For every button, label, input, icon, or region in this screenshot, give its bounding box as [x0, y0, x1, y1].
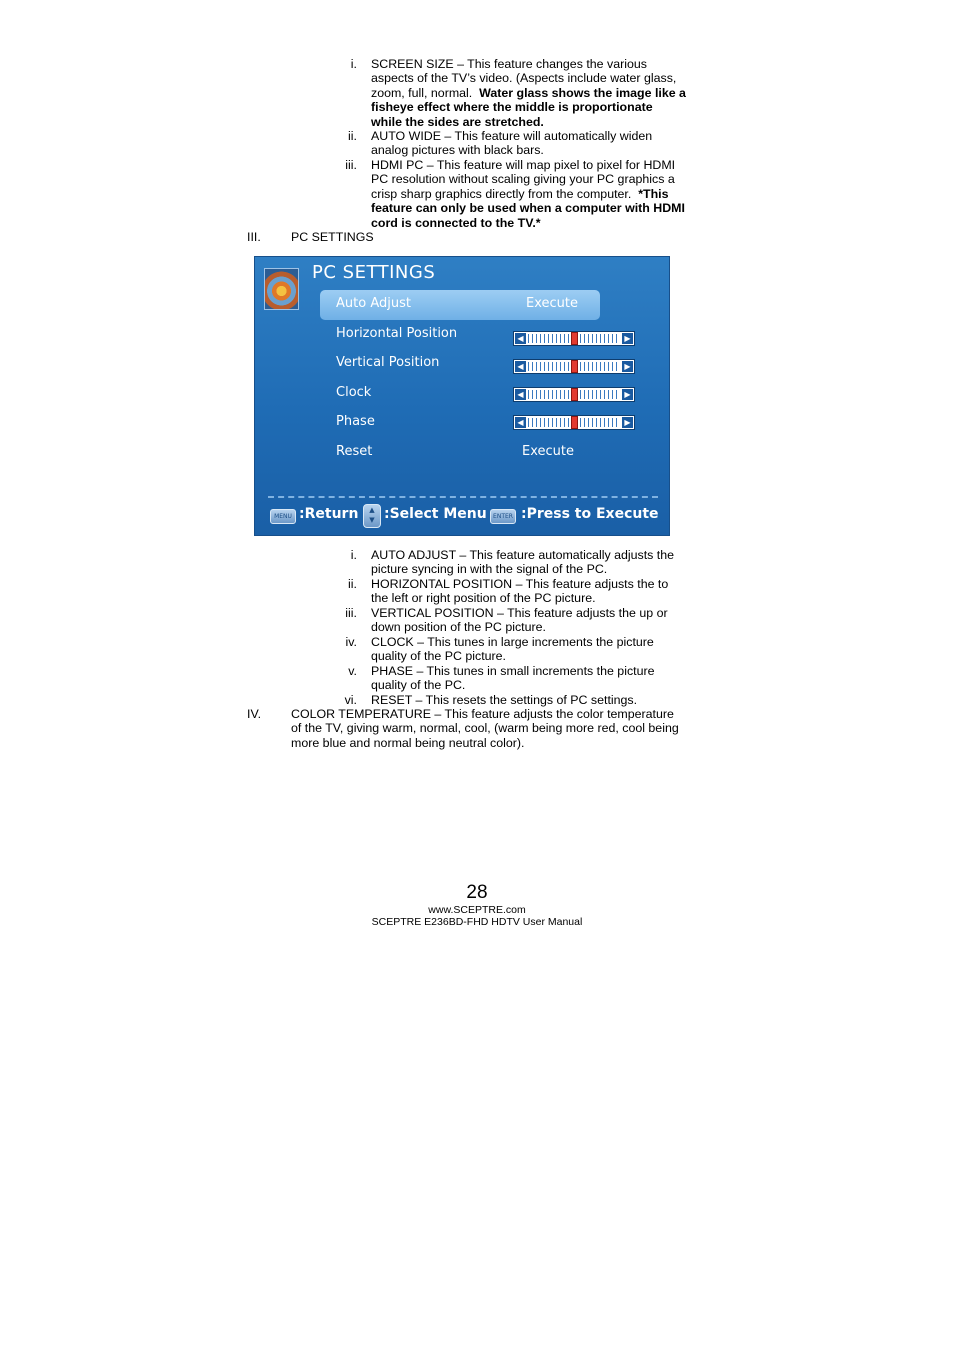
- pc-settings-osd-screenshot: [254, 256, 670, 536]
- list-item: v. PHASE – This tunes in small increments the picture quality of the PC.: [348, 664, 655, 693]
- osd-row-phase[interactable]: Phase: [336, 414, 375, 429]
- list-item: [0, 129, 954, 158]
- slider-knob[interactable]: [571, 388, 578, 401]
- horizontal-position-slider[interactable]: [513, 331, 635, 346]
- pc-settings-list: [0, 548, 954, 708]
- page-number: 28: [466, 882, 488, 903]
- osd-row-reset[interactable]: Reset Execute: [336, 444, 574, 459]
- list-item: ii. HORIZONTAL POSITION – This feature adjusts the to the left or right position of the PC picture.: [348, 577, 669, 606]
- osd-row-auto-adjust[interactable]: Auto Adjust Execute: [320, 290, 600, 320]
- up-down-key-icon: ▲ ▼: [363, 504, 381, 528]
- section-text: COLOR TEMPERATURE – This feature adjusts the color temperature of the TV, giving warm, normal, cool, (warm being more red, cool being more blue and normal being neutral color).: [291, 707, 679, 750]
- list-item: vi. RESET – This resets the settings of PC settings.: [344, 693, 638, 707]
- manual-title: SCEPTRE E236BD-FHD HDTV User Manual: [371, 916, 583, 928]
- website-url: www.SCEPTRE.com: [428, 904, 526, 916]
- section-title: PC SETTINGS: [291, 230, 374, 244]
- select-menu-hint: :Select Menu: [384, 506, 487, 522]
- right-arrow-icon: ▶: [622, 333, 633, 344]
- phase-slider[interactable]: [513, 415, 635, 430]
- osd-divider: [268, 496, 658, 498]
- left-arrow-icon: ◀: [515, 417, 526, 428]
- item-number: i.: [350, 57, 357, 71]
- osd-row-vertical-position[interactable]: Vertical Position: [336, 355, 440, 370]
- item-text: AUTO WIDE – This feature will automatically widen analog pictures with black bars.: [371, 129, 653, 158]
- section-color-temperature: [0, 707, 954, 751]
- list-item: [0, 158, 954, 230]
- section-number: IV.: [247, 707, 262, 721]
- left-arrow-icon: ◀: [515, 389, 526, 400]
- enter-key-icon: ENTER: [490, 509, 516, 524]
- execute-hint: :Press to Execute: [521, 506, 659, 522]
- slider-knob[interactable]: [571, 332, 578, 345]
- left-arrow-icon: ◀: [515, 361, 526, 372]
- menu-key-icon: MENU: [270, 509, 296, 524]
- clock-slider[interactable]: [513, 387, 635, 402]
- right-arrow-icon: ▶: [622, 417, 633, 428]
- list-item: iii. VERTICAL POSITION – This feature adjusts the up or down position of the PC picture.: [345, 606, 668, 635]
- item-text: HDMI PC – This feature will map pixel to pixel for HDMI PC resolution without scaling giving your PC graphics a crisp sharp graphics directly from the computer. *This feature can only be used when a computer with HDMI cord is connected to the TV.*: [371, 158, 685, 230]
- list-item: iv. CLOCK – This tunes in large increments the picture quality of the PC picture.: [345, 635, 654, 664]
- section-number: III.: [247, 230, 261, 244]
- return-hint: :Return: [299, 506, 359, 522]
- section-pc-settings: [0, 230, 954, 245]
- item-text: SCREEN SIZE – This feature changes the various aspects of the TV’s video. (Aspects include water glass, zoom, full, normal. Water glass shows the image like a fisheye effect where the middle is proportionate while the sides are stretched.: [371, 57, 686, 129]
- screen-size-list: [0, 57, 954, 230]
- vertical-position-slider[interactable]: [513, 359, 635, 374]
- menu-logo-icon: [264, 268, 299, 310]
- right-arrow-icon: ▶: [622, 389, 633, 400]
- osd-title: PC SETTINGS: [312, 262, 436, 283]
- item-number: ii.: [348, 129, 357, 143]
- list-item: [0, 57, 954, 129]
- item-number: iii.: [345, 158, 357, 172]
- left-arrow-icon: ◀: [515, 333, 526, 344]
- list-item: i. AUTO ADJUST – This feature automatically adjusts the picture syncing in with the signal of the PC.: [350, 548, 675, 577]
- right-arrow-icon: ▶: [622, 361, 633, 372]
- slider-knob[interactable]: [571, 360, 578, 373]
- osd-row-clock[interactable]: Clock: [336, 385, 372, 400]
- slider-knob[interactable]: [571, 416, 578, 429]
- osd-row-horizontal-position[interactable]: Horizontal Position: [336, 326, 458, 341]
